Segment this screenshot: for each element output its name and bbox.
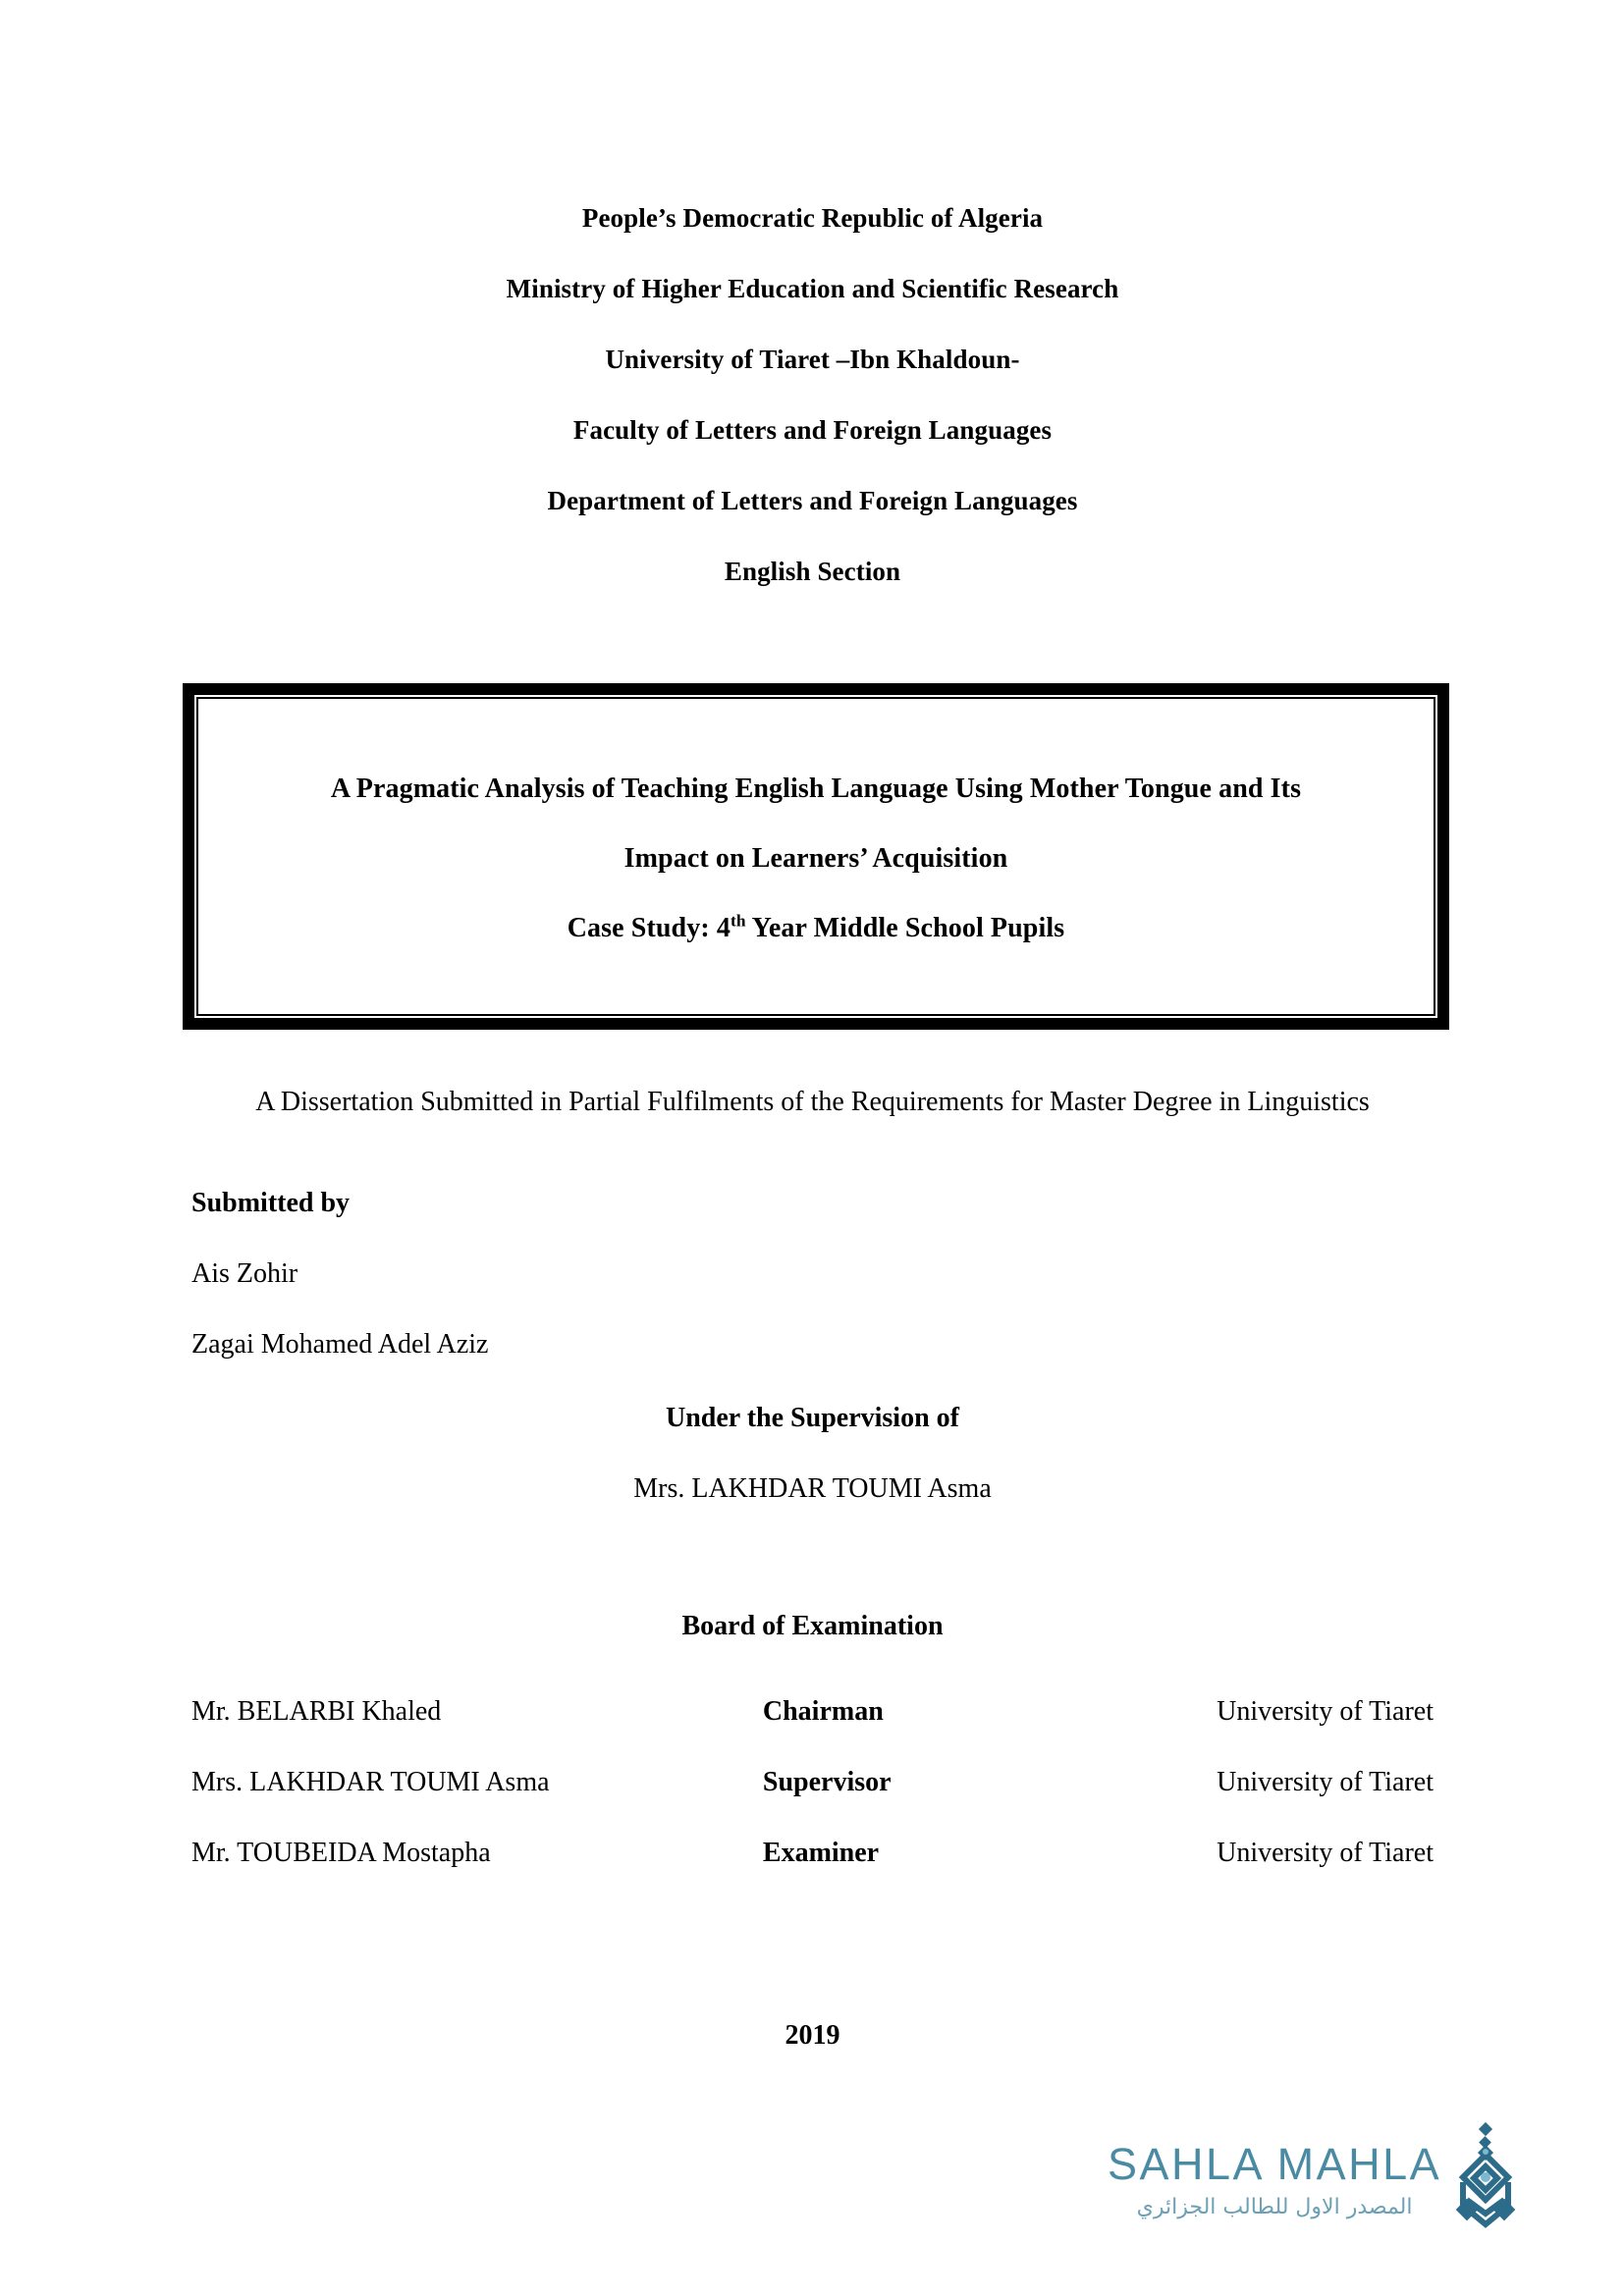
board-member-role: Supervisor xyxy=(762,1767,892,1797)
submitted-by-label: Submitted by xyxy=(191,1188,351,1218)
header-line-country: People’s Democratic Republic of Algeria xyxy=(581,203,1044,233)
supervision-label: Under the Supervision of xyxy=(666,1403,959,1433)
header-line-department: Department of Letters and Foreign Languages xyxy=(547,486,1078,515)
header-line-faculty: Faculty of Letters and Foreign Languages xyxy=(572,415,1053,445)
publication-year: 2019 xyxy=(785,2020,840,2051)
thesis-title-box xyxy=(183,683,1449,1030)
author-name-2: Zagai Mohamed Adel Aziz xyxy=(191,1329,489,1360)
case-study-ordinal-suffix: th xyxy=(730,911,746,931)
board-member-name: Mrs. LAKHDAR TOUMI Asma xyxy=(191,1767,550,1797)
thesis-title-line-2: Impact on Learners’ Acquisition xyxy=(623,843,1008,874)
sahla-mahla-logo xyxy=(1108,2109,1559,2256)
header-line-ministry: Ministry of Higher Education and Scientific Research xyxy=(506,274,1119,303)
dissertation-statement: A Dissertation Submitted in Partial Fulfilments of the Requirements for Master Degree in Linguistics xyxy=(255,1087,1370,1117)
case-study-prefix: Case Study: 4 xyxy=(567,913,731,943)
board-member-role: Examiner xyxy=(762,1838,880,1868)
board-member-role: Chairman xyxy=(762,1696,884,1727)
table-row xyxy=(191,1747,1434,1818)
board-member-affiliation: University of Tiaret xyxy=(1217,1838,1434,1868)
logo-wordmark: SAHLA MAHLA xyxy=(1108,2139,1442,2189)
board-member-affiliation: University of Tiaret xyxy=(1217,1696,1434,1727)
header-line-section: English Section xyxy=(724,557,901,586)
case-study-suffix: Year Middle School Pupils xyxy=(745,913,1065,943)
board-member-affiliation: University of Tiaret xyxy=(1217,1767,1434,1797)
supervisor-name: Mrs. LAKHDAR TOUMI Asma xyxy=(633,1473,992,1504)
board-member-name: Mr. BELARBI Khaled xyxy=(191,1696,442,1727)
logo-text-block xyxy=(1108,2140,1441,2224)
thesis-title-box-thick-border xyxy=(186,686,1446,1027)
board-of-examination-title: Board of Examination xyxy=(681,1611,944,1641)
table-row xyxy=(191,1677,1434,1747)
arabic-geometric-monogram-icon xyxy=(1443,2121,1528,2244)
table-row xyxy=(191,1818,1434,1889)
header-line-university: University of Tiaret –Ibn Khaldoun- xyxy=(605,345,1020,374)
institution-header xyxy=(191,183,1434,607)
board-member-name: Mr. TOUBEIDA Mostapha xyxy=(191,1838,491,1868)
thesis-case-study-line xyxy=(232,893,1400,963)
author-name-1: Ais Zohir xyxy=(191,1258,298,1289)
logo-arabic-tagline: المصدر الاول للطالب الجزائري xyxy=(1136,2195,1413,2219)
board-of-examination-table xyxy=(191,1677,1434,1889)
thesis-title-box-content xyxy=(196,697,1435,1016)
thesis-title-line-1: A Pragmatic Analysis of Teaching English Language Using Mother Tongue and Its xyxy=(330,774,1302,804)
